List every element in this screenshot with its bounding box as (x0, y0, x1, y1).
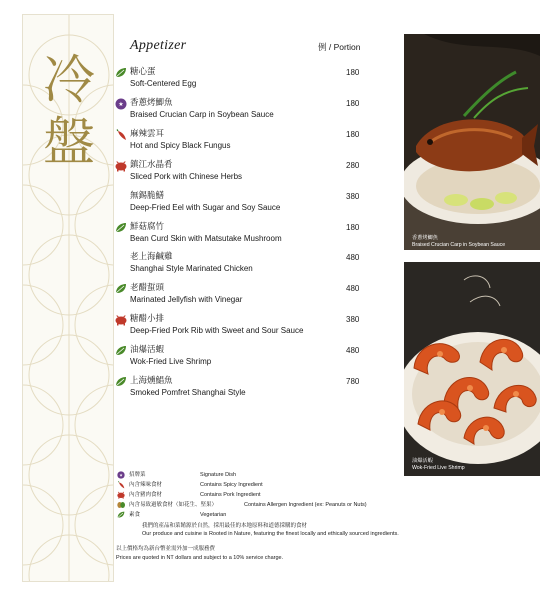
legend-label-zh: 招牌菜 (129, 472, 146, 478)
dish-name-en: Hot and Spicy Black Fungus (130, 140, 231, 150)
menu-item (114, 128, 366, 158)
dish-photo-carp (404, 34, 540, 250)
menu-item (114, 66, 366, 96)
side-title-panel (22, 14, 114, 582)
legend-label-en: Contains Pork Ingredient (200, 492, 261, 498)
pig-icon (114, 159, 128, 171)
menu-item (114, 251, 366, 281)
menu-item (114, 313, 366, 343)
side-title-char-1: 冷 (42, 51, 95, 111)
dish-price: 380 (346, 315, 360, 325)
dish-name-en: Deep-Fried Eel with Sugar and Soy Sauce (130, 202, 281, 212)
svg-text:★: ★ (118, 101, 124, 109)
dish-name-en: Braised Crucian Carp in Soybean Sauce (130, 109, 274, 119)
price-note-en: Prices are quoted in NT dollars and subject to a 10% service charge. (116, 555, 284, 561)
legend-label-zh: 內含辣味食材 (129, 482, 163, 488)
allergen-icon (116, 501, 126, 509)
dish-name-en: Marinated Jellyfish with Vinegar (130, 295, 243, 305)
photo-caption-zh: 油爆活蝦 (412, 458, 433, 464)
menu-item (114, 159, 366, 189)
legend-label-zh: 內含易致過敏食材（如花生、堅果） (129, 502, 218, 508)
legend-label-en: Vegetarian (200, 512, 227, 518)
dish-name-en: Sliced Pork with Chinese Herbs (130, 171, 243, 181)
dish-name-en: Smoked Pomfret Shanghai Style (130, 388, 246, 397)
dish-name-zh: 糖心蛋 (130, 66, 156, 76)
dish-name-zh: 油爆活蝦 (130, 344, 165, 355)
dish-price: 480 (346, 253, 360, 263)
dish-price: 180 (346, 98, 360, 108)
menu-item (114, 190, 366, 220)
dish-price: 480 (346, 284, 360, 294)
dish-price: 480 (346, 346, 360, 356)
dish-name-en: Bean Curd Skin with Matsutake Mushroom (130, 233, 282, 243)
portion-column-header: 例 / Portion (318, 42, 361, 52)
photo-caption-en: Braised Crucian Carp in Soybean Sauce (412, 241, 506, 248)
price-note-zh: 以上價格均為新台幣並需外加一成服務費 (116, 546, 216, 552)
side-title-char-2: 盤 (42, 113, 95, 173)
menu-item (114, 97, 366, 127)
menu-item (114, 282, 366, 312)
legend-label-zh: 內含豬肉食材 (129, 492, 163, 498)
leaf-icon (114, 282, 128, 294)
menu-item (114, 344, 366, 374)
legend-label-en: Signature Dish (200, 472, 237, 478)
dish-photo-shrimp (404, 262, 540, 476)
dish-name-zh: 香蔥烤鯽魚 (130, 96, 173, 107)
dish-name-zh: 鎮江水晶肴 (130, 158, 173, 169)
dish-name-en: Deep-Fried Pork Rib with Sweet and Sour Sauce (130, 326, 304, 336)
menu-item (114, 221, 366, 251)
pig-icon (114, 313, 128, 325)
dish-price: 280 (346, 160, 360, 170)
photo-caption-zh: 香蔥烤鯽魚 (412, 235, 438, 241)
origin-note-zh: 我們的產品和菜餚源於自然，採用最佳的本地原料和道德採購的食材 (142, 523, 308, 529)
dish-name-en: Shanghai Style Marinated Chicken (130, 264, 253, 274)
pepper-icon (114, 128, 128, 140)
leaf-icon (114, 344, 128, 356)
section-title: Appetizer (130, 38, 187, 53)
origin-note-en: Our produce and cuisine is Rooted in Nature, featuring the finest locally and ethically sourced ingredients. (142, 531, 399, 537)
svg-text:★: ★ (119, 472, 123, 478)
dish-name-zh: 上海燻鯧魚 (130, 375, 173, 385)
leaf-icon (116, 511, 126, 519)
legend-label-en: Contains Allergen Ingredient (ex: Peanuts or Nuts) (244, 502, 367, 508)
marker-empty (114, 190, 128, 202)
photo-caption-en: Wok-Fried Live Shrimp (412, 464, 465, 471)
signature-icon (114, 97, 128, 109)
dish-price: 180 (346, 129, 360, 139)
dish-name-zh: 老醋蜇頭 (130, 282, 165, 293)
dish-name-zh: 無錫脆鱔 (130, 189, 165, 200)
dish-price: 780 (346, 377, 360, 386)
dish-price: 180 (346, 222, 360, 232)
leaf-icon (114, 375, 128, 387)
dish-name-en: Soft-Centered Egg (130, 79, 197, 88)
marker-empty (114, 251, 128, 263)
dish-price: 380 (346, 191, 360, 201)
signature-icon (116, 471, 126, 479)
leaf-icon (114, 66, 128, 78)
leaf-icon (114, 221, 128, 233)
dish-name-zh: 鮮菇腐竹 (130, 220, 165, 231)
dish-price: 180 (346, 68, 360, 77)
dish-name-zh: 糖醋小排 (130, 313, 165, 324)
legend-label-en: Contains Spicy Ingredient (200, 482, 263, 488)
pepper-icon (116, 481, 126, 489)
pig-icon (116, 491, 126, 499)
dish-name-en: Wok-Fried Live Shrimp (130, 357, 212, 367)
legend-label-zh: 素食 (129, 512, 141, 518)
dish-name-zh: 老上海鹹雞 (130, 251, 173, 262)
dish-name-zh: 麻辣雲耳 (130, 127, 165, 138)
menu-item (114, 375, 366, 405)
